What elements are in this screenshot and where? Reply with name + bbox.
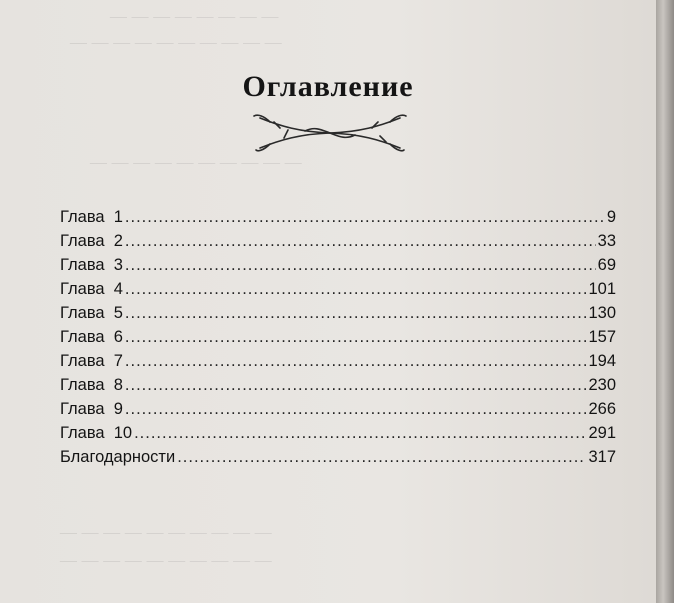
toc-entry-page: 194 xyxy=(588,352,616,370)
toc-entry xyxy=(60,448,616,472)
show-through-text: — — — — — — — — xyxy=(110,6,279,27)
toc-entry-label: Глава 8 xyxy=(60,376,123,394)
toc-entry xyxy=(60,256,616,280)
toc-entry-page: 69 xyxy=(597,256,616,274)
toc-entry-label: Глава 7 xyxy=(60,352,123,370)
toc-entry-page: 130 xyxy=(588,304,616,322)
toc-entry xyxy=(60,328,616,352)
branch-ornament-icon xyxy=(250,108,410,158)
toc-entry-page: 157 xyxy=(588,328,616,346)
dot-leader xyxy=(177,448,586,467)
toc-entry-label: Глава 3 xyxy=(60,256,123,274)
toc-entry xyxy=(60,352,616,376)
toc-entry xyxy=(60,232,616,256)
dot-leader xyxy=(125,232,596,251)
dot-leader xyxy=(125,256,596,275)
page-title: Оглавление xyxy=(242,70,414,103)
toc-entry-page: 291 xyxy=(588,424,616,442)
dot-leader xyxy=(125,400,587,419)
dot-leader xyxy=(125,352,587,371)
toc-entry xyxy=(60,280,616,304)
toc-entry xyxy=(60,424,616,448)
dot-leader xyxy=(125,304,587,323)
dot-leader xyxy=(125,328,587,347)
toc-entry-label: Благодарности xyxy=(60,448,176,466)
dot-leader xyxy=(134,424,586,443)
toc-entry xyxy=(60,400,616,424)
toc-entry xyxy=(60,376,616,400)
toc-entry-label: Глава 9 xyxy=(60,400,123,418)
toc-entry-page: 266 xyxy=(588,400,616,418)
show-through-text: — — — — — — — — — — xyxy=(60,522,272,543)
toc-entry-page: 101 xyxy=(588,280,616,298)
show-through-text: — — — — — — — — — — xyxy=(70,32,282,53)
dot-leader xyxy=(125,208,605,227)
show-through-text: — — — — — — — — — — xyxy=(60,550,272,571)
dot-leader xyxy=(125,376,587,395)
page-edge xyxy=(656,0,674,603)
toc-entry-page: 230 xyxy=(588,376,616,394)
dot-leader xyxy=(125,280,587,299)
table-of-contents xyxy=(60,208,616,472)
toc-entry-page: 9 xyxy=(606,208,616,226)
toc-entry xyxy=(60,304,616,328)
toc-entry xyxy=(60,208,616,232)
toc-entry-label: Глава 5 xyxy=(60,304,123,322)
toc-entry-label: Глава 10 xyxy=(60,424,133,442)
toc-entry-page: 33 xyxy=(597,232,616,250)
toc-entry-page: 317 xyxy=(588,448,616,466)
toc-entry-label: Глава 6 xyxy=(60,328,123,346)
toc-entry-label: Глава 2 xyxy=(60,232,123,250)
toc-entry-label: Глава 4 xyxy=(60,280,123,298)
toc-entry-label: Глава 1 xyxy=(60,208,123,226)
show-through-text: — — — — — — — — — — xyxy=(90,152,302,173)
